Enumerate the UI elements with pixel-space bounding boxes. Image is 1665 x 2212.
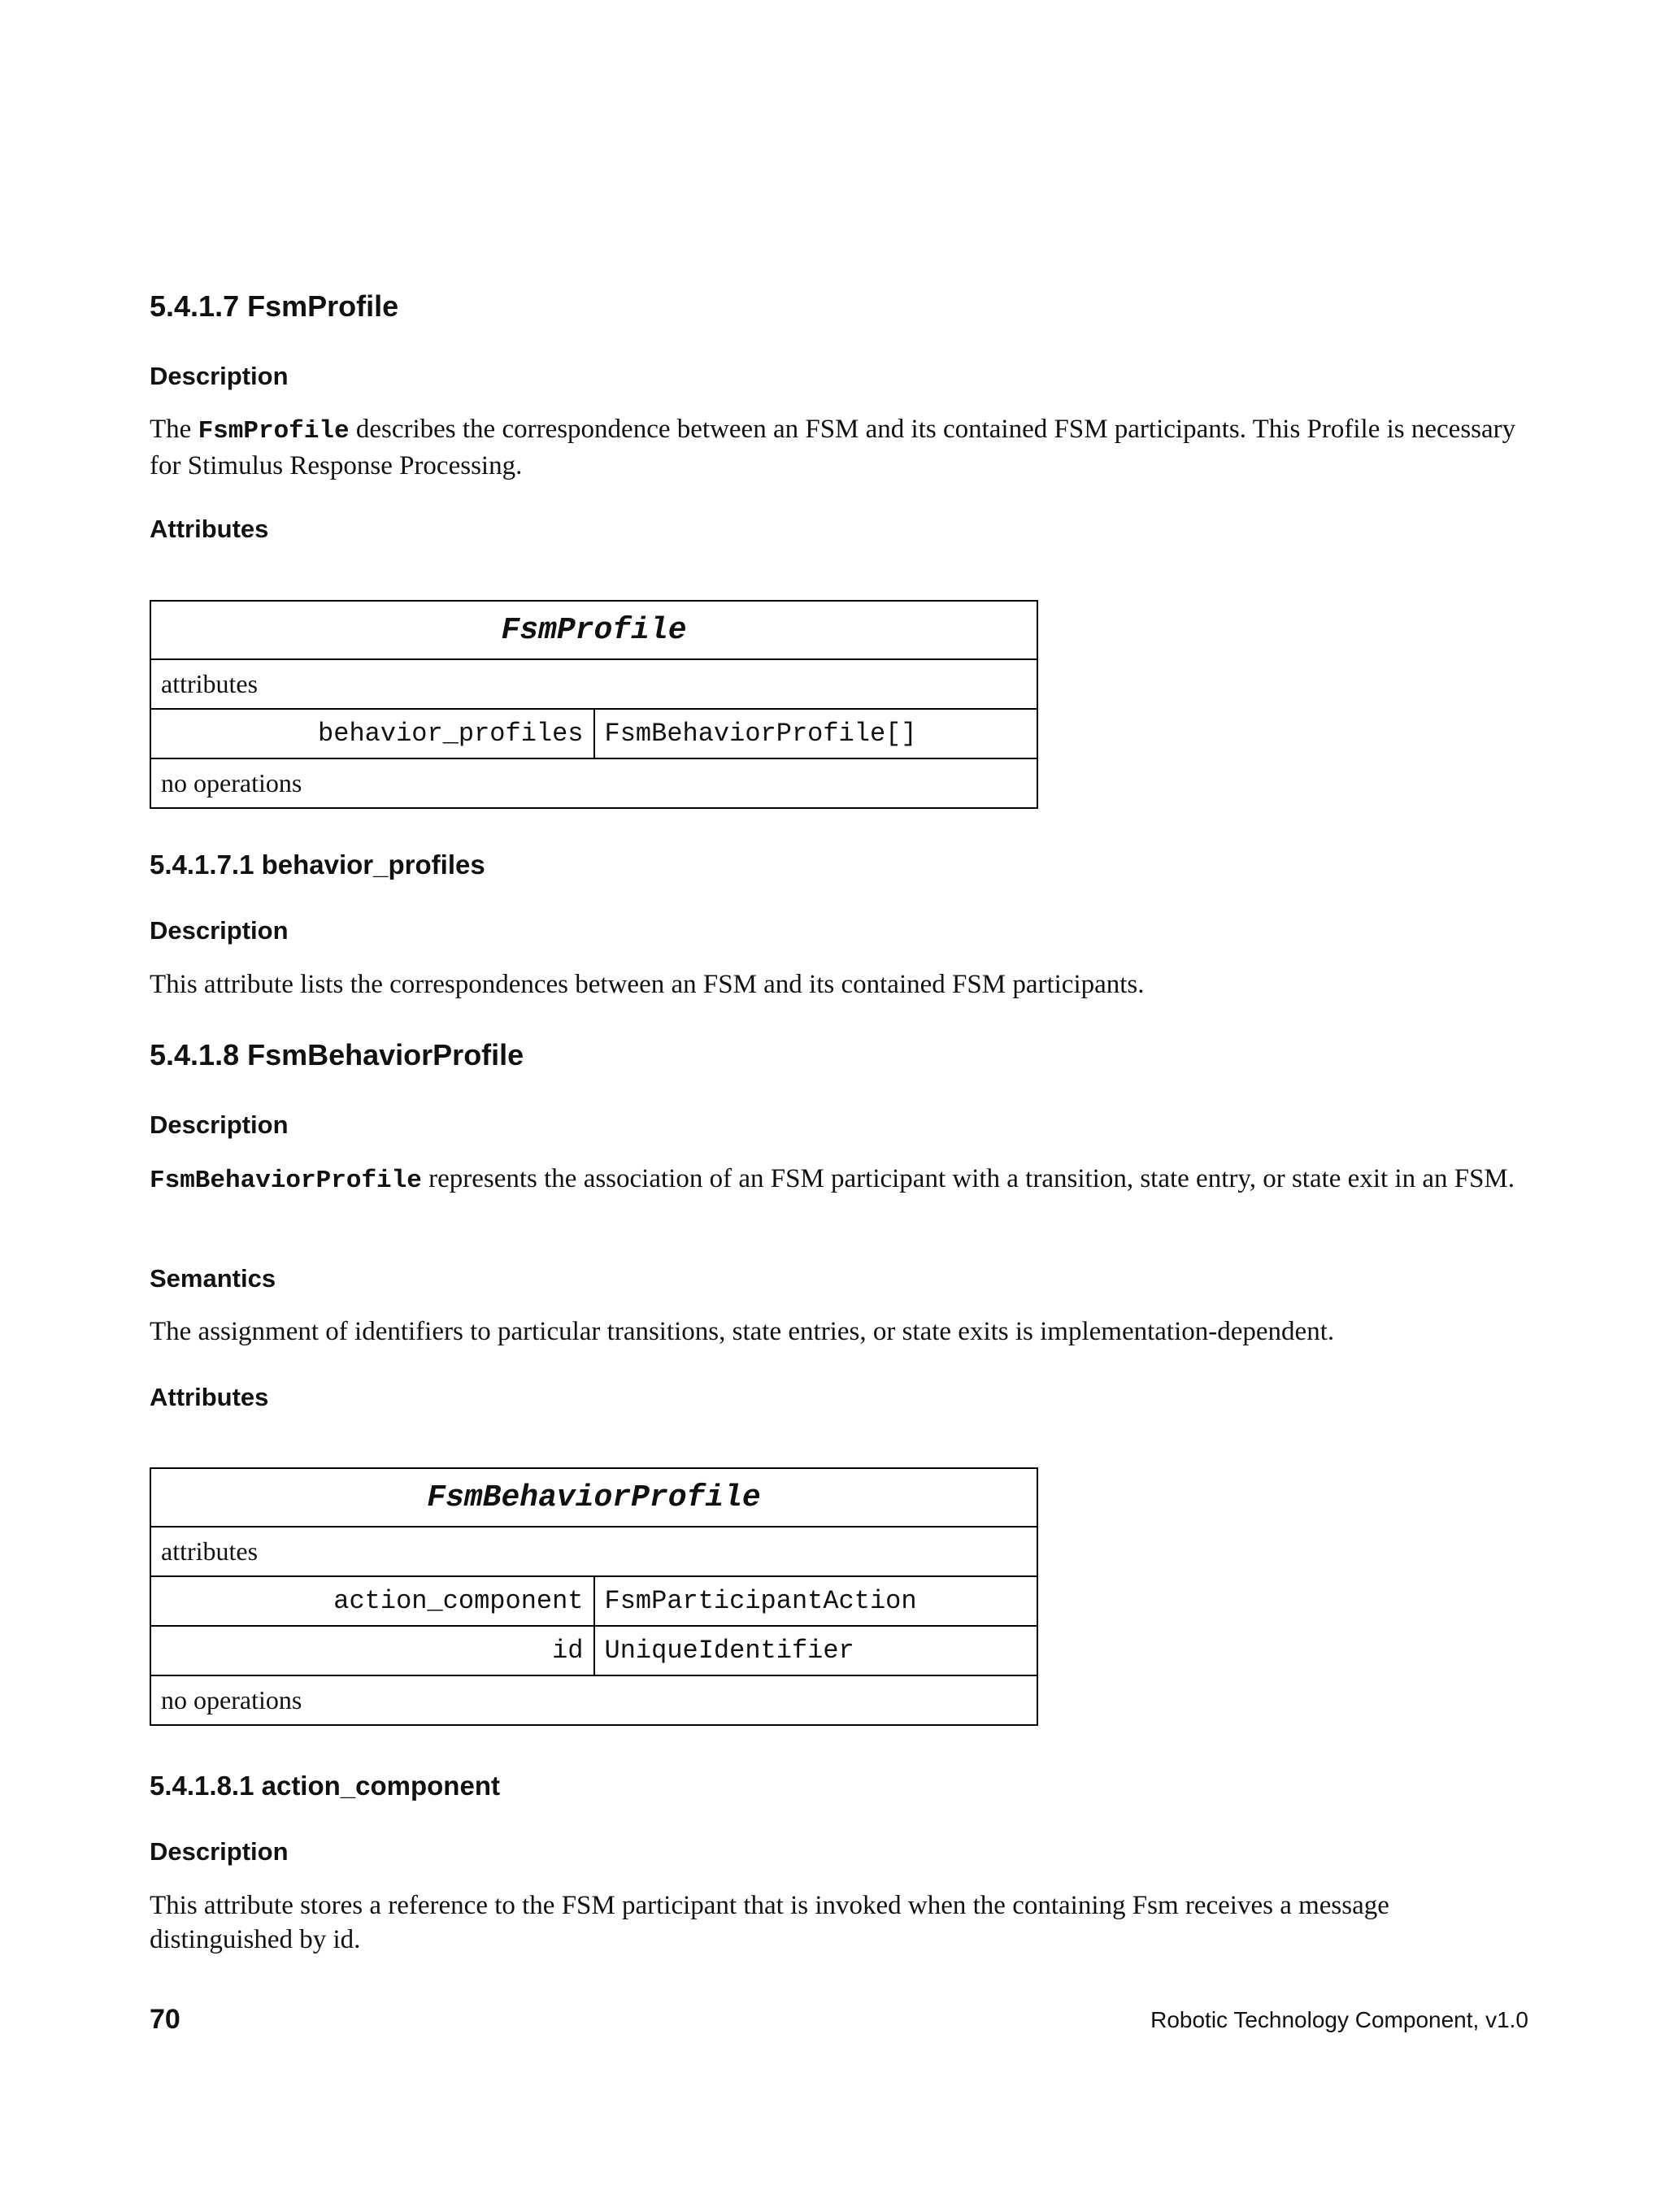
uml-attribute-row bbox=[150, 709, 1037, 758]
desc-text: describes the correspondence between an FSM and its contained FSM participants. This Profile is necessary for Stimulus Response Processing. bbox=[150, 415, 1516, 480]
desc-text: represents the association of an FSM participant with a transition, state entry, or state exit in an FSM. bbox=[421, 1164, 1515, 1193]
uml-attribute-type: UniqueIdentifier bbox=[594, 1626, 1038, 1675]
section-heading-behavior-profiles: 5.4.1.7.1 behavior_profiles bbox=[150, 850, 485, 880]
action-component-description: This attribute stores a reference to the FSM participant that is invoked when the containing Fsm receives a message distinguished by id. bbox=[150, 1891, 1389, 1954]
footer-doc-title: Robotic Technology Component, v1.0 bbox=[1150, 2007, 1528, 2032]
uml-class-table-fsm-behavior-profile bbox=[150, 1467, 1038, 1726]
fsm-behavior-profile-description bbox=[150, 1162, 1532, 1198]
uml-attribute-name: behavior_profiles bbox=[150, 709, 594, 758]
semantics-label: Semantics bbox=[150, 1264, 276, 1293]
section-heading-action-component: 5.4.1.8.1 action_component bbox=[150, 1771, 500, 1801]
uml-attribute-type: FsmParticipantAction bbox=[594, 1576, 1038, 1626]
semantics-text: The assignment of identifiers to particular transitions, state entries, or state exits is implementation-dependent. bbox=[150, 1317, 1335, 1346]
page-number: 70 bbox=[150, 2004, 180, 2035]
attributes-label: Attributes bbox=[150, 515, 269, 543]
uml-class-table-fsm-profile bbox=[150, 600, 1038, 809]
description-label: Description bbox=[150, 362, 289, 390]
uml-attribute-name: id bbox=[150, 1626, 594, 1675]
uml-attribute-type: FsmBehaviorProfile[] bbox=[594, 709, 1038, 758]
description-label: Description bbox=[150, 1837, 289, 1866]
fsm-profile-description bbox=[150, 412, 1532, 483]
uml-operations-label: no operations bbox=[150, 758, 1037, 808]
inline-code: FsmProfile bbox=[198, 417, 350, 445]
desc-prefix: The bbox=[150, 415, 198, 444]
uml-operations-label: no operations bbox=[150, 1675, 1037, 1725]
uml-attributes-label: attributes bbox=[150, 1527, 1037, 1576]
uml-attributes-label: attributes bbox=[150, 659, 1037, 709]
description-label: Description bbox=[150, 916, 289, 945]
inline-code: FsmBehaviorProfile bbox=[150, 1167, 422, 1195]
uml-class-title: FsmBehaviorProfile bbox=[150, 1468, 1037, 1527]
behavior-profiles-description: This attribute lists the correspondences between an FSM and its contained FSM participants. bbox=[150, 970, 1145, 999]
uml-attribute-row bbox=[150, 1576, 1037, 1626]
description-label: Description bbox=[150, 1110, 289, 1139]
uml-attribute-row bbox=[150, 1626, 1037, 1675]
attributes-label: Attributes bbox=[150, 1383, 269, 1411]
uml-class-title: FsmProfile bbox=[150, 601, 1037, 659]
uml-attribute-name: action_component bbox=[150, 1576, 594, 1626]
section-heading-fsm-profile: 5.4.1.7 FsmProfile bbox=[150, 289, 399, 323]
section-heading-fsm-behavior-profile: 5.4.1.8 FsmBehaviorProfile bbox=[150, 1038, 524, 1071]
